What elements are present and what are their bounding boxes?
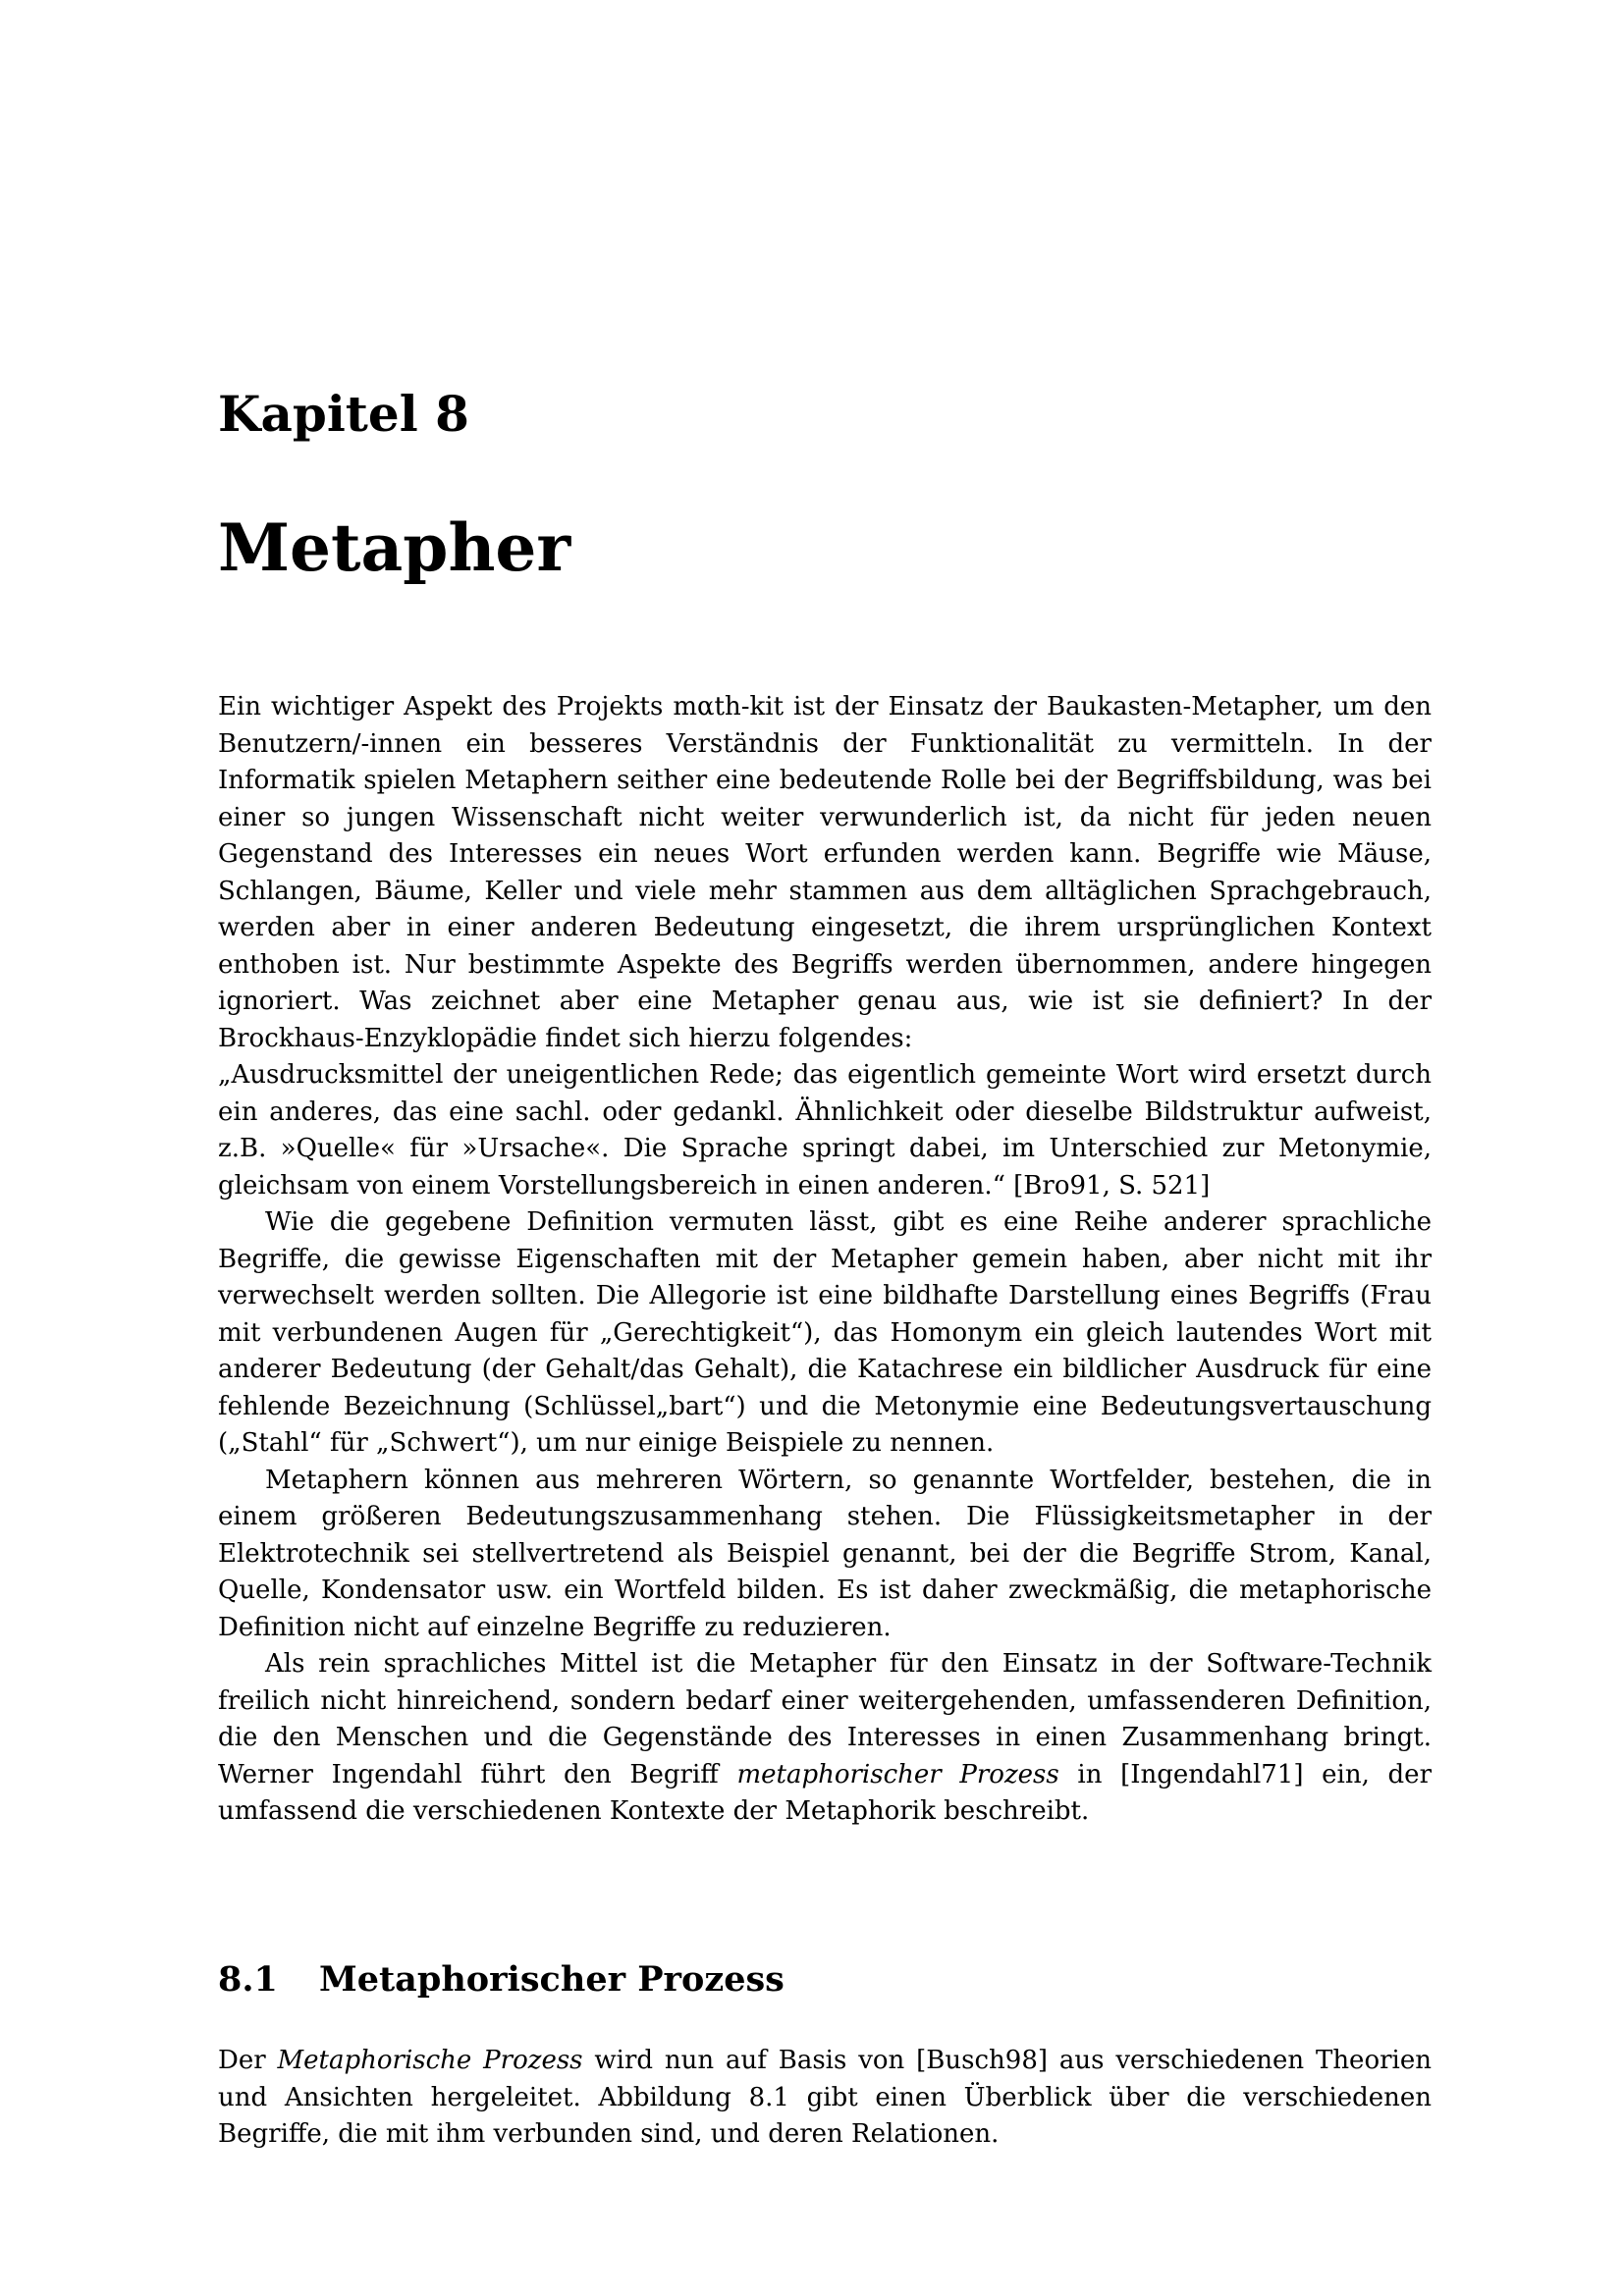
paragraph-text: Ein wichtiger Aspekt des Projekts xyxy=(218,692,674,721)
section-body xyxy=(218,2043,1432,2154)
block-quote: „Ausdrucksmittel der uneigentlichen Rede; das eigentlich gemeinte Wort wird ersetzt durch ein anderes, das eine sachl. oder gedankl. Ähnlichkeit oder dieselbe Bildstruktur aufweist, z.B. »Quelle« für »Ursache«. Die Sprache springt dabei, im Unterschied zur Metonymie, gleichsam von einem Vorstellungsbereich in einen anderen.“ [Bro91, S. 521] xyxy=(218,1060,1432,1201)
chapter-label: Kapitel 8 xyxy=(218,385,469,443)
emphasis-term: metaphorischer Prozess xyxy=(736,1759,1059,1789)
chapter-body xyxy=(218,689,1432,1831)
paragraph-text: wird nun auf Basis von [Busch98] aus verschiedenen Theorien und Ansichten hergeleitet. Abbildung 8.1 gibt einen Überblick über die verschiedenen Begriffe, die mit ihm verbunden sind, und deren Relationen. xyxy=(218,2046,1432,2149)
paragraph-intro xyxy=(218,689,1432,1057)
section-number: 8.1 xyxy=(218,1959,278,2000)
paragraph-text: in [Ingendahl71] ein, der umfassend die verschiedenen Kontexte der Metaphorik beschreibt. xyxy=(218,1759,1432,1826)
section-title: Metaphorischer Prozess xyxy=(319,1959,785,2000)
emphasis-term: Metaphorische Prozess xyxy=(277,2046,583,2075)
section-heading xyxy=(218,1958,785,2002)
paragraph-software xyxy=(218,1646,1432,1831)
paragraph-definitions: Wie die gegebene Definition vermuten lässt, gibt es eine Reihe anderer sprachliche Begriffe, die gewisse Eigenschaften mit der Metapher gemein haben, aber nicht mit ihr verwechselt werden sollten. Die Allegorie ist eine bildhafte Darstellung eines Begriffs (Frau mit verbundenen Augen für „Gerechtigkeit“), das Homonym ein gleich lautendes Wort mit anderer Bedeutung (der Gehalt/das Gehalt), die Katachrese ein bildlicher Ausdruck für eine fehlende Bezeichnung (Schlüssel„bart“) und die Metonymie eine Bedeutungsvertauschung („Stahl“ für „Schwert“), um nur einige Beispiele zu nennen. xyxy=(218,1207,1432,1458)
paragraph-text: ist der Einsatz der Baukasten-Metapher, um den Benutzern/-innen ein besseres Verständnis der Funktionalität zu vermitteln. In der Informatik spielen Metaphern seither eine bedeutende Rolle bei der Begriffsbildung, was bei einer so jungen Wissenschaft nicht weiter verwunderlich ist, da nicht für jeden neuen Gegenstand des Interesses ein neues Wort erfunden werden kann. Begriffe wie Mäuse, Schlangen, Bäume, Keller und viele mehr stammen aus dem alltäglichen Sprachgebrauch, werden aber in einer anderen Bedeutung eingesetzt, die ihrem ursprünglichen Kontext enthoben ist. Nur bestimmte Aspekte des Begriffs werden übernommen, andere hingegen ignoriert. Was zeichnet aber eine Metapher genau aus, wie ist sie definiert? In der Brockhaus-Enzyklopädie findet sich hierzu folgendes: xyxy=(218,692,1433,1053)
project-name: mαth-kit xyxy=(673,692,785,721)
paragraph-wordfields: Metaphern können aus mehreren Wörtern, so genannte Wortfelder, bestehen, die in einem größeren Bedeutungszusammenhang stehen. Die Flüssigkeitsmetapher in der Elektrotechnik sei stellvertretend als Beispiel genannt, bei der die Begriffe Strom, Kanal, Quelle, Kondensator usw. ein Wortfeld bilden. Es ist daher zweckmäßig, die metaphorische Definition nicht auf einzelne Begriffe zu reduzieren. xyxy=(218,1465,1432,1642)
paragraph-text: Als rein sprachliches Mittel ist die Metapher für den Einsatz in der Software-Technik freilich nicht hinreichend, sondern bedarf einer weitergehenden, umfassenderen Definition, die den Menschen und die Gegenstände des Interesses in einen Zusammenhang bringt. Werner Ingendahl führt den Begriff xyxy=(218,1649,1432,1789)
paragraph-section-intro xyxy=(218,2043,1432,2154)
paragraph-text: Der xyxy=(218,2046,278,2075)
chapter-title: Metapher xyxy=(218,509,571,586)
